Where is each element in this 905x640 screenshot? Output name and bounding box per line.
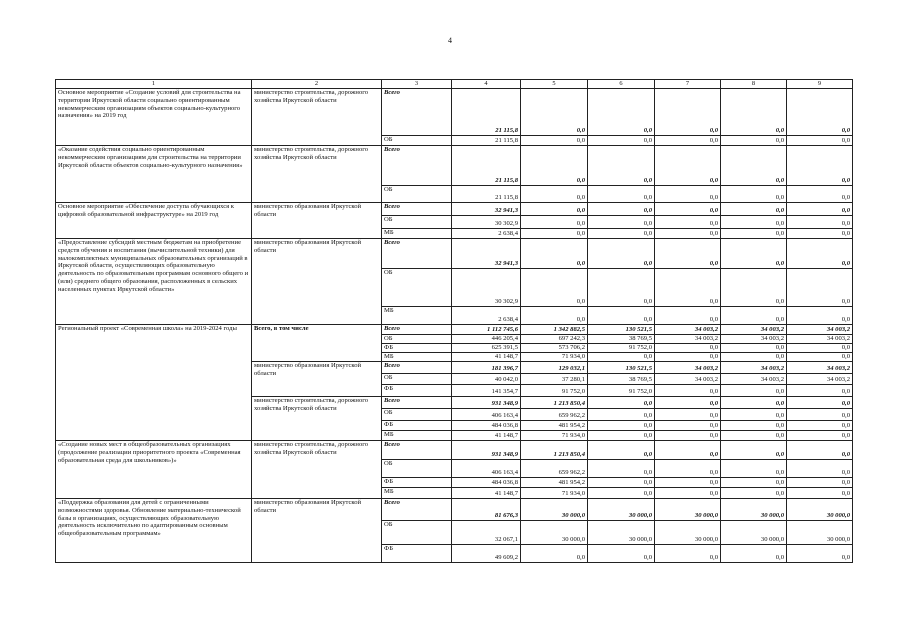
table-body (56, 88, 853, 562)
amount-cell: 0,0 (588, 228, 655, 238)
amount-cell: 446 205,4 (452, 334, 521, 343)
amount-cell: 0,0 (787, 202, 853, 215)
amount-cell: 0,0 (521, 306, 588, 324)
amount-cell: 1 213 850,4 (521, 440, 588, 459)
amount-cell: 659 962,2 (521, 459, 588, 477)
amount-cell: 0,0 (588, 544, 655, 562)
amount-cell: 0,0 (655, 185, 721, 202)
amount-cell: 0,0 (655, 202, 721, 215)
amount-cell: 0,0 (721, 215, 787, 228)
executor-cell: министерство строительства, дорожного хозяйства Иркутской области (252, 88, 382, 145)
amount-cell: 0,0 (721, 384, 787, 396)
amount-cell: 0,0 (588, 215, 655, 228)
amount-cell: 0,0 (787, 135, 853, 145)
amount-cell: 38 769,5 (588, 334, 655, 343)
funding-source-cell: ФБ (382, 343, 452, 352)
amount-cell: 34 003,2 (655, 373, 721, 384)
column-header: 4 (452, 80, 521, 89)
amount-cell: 697 242,3 (521, 334, 588, 343)
amount-cell: 129 032,1 (521, 361, 588, 373)
table-row (56, 498, 853, 520)
funding-source-cell: МБ (382, 306, 452, 324)
event-cell: «Поддержка образования для детей с ограниченными возможностями здоровья. Обновление материально-технической базы в организациях, осуществляющих образовательную деятельность исключительно по адаптированным основным общеобразовательным программам» (56, 498, 252, 562)
amount-cell: 0,0 (655, 487, 721, 498)
funding-source-cell: ОБ (382, 215, 452, 228)
amount-cell: 0,0 (721, 440, 787, 459)
amount-cell: 0,0 (787, 268, 853, 306)
amount-cell: 0,0 (655, 352, 721, 361)
event-cell: «Предоставление субсидий местным бюджетам на приобретение средств обучения и воспитания (вычислительной техники) для малокомплектных муниципальных образовательных организаций в Иркутской области, осуществляющих образовательную деятельность по образовательным программам основного общего и (или) среднего общего образования, расположенных в сельских населенных пунктах Иркутской области» (56, 238, 252, 324)
amount-cell: 0,0 (787, 487, 853, 498)
amount-cell: 0,0 (588, 430, 655, 440)
amount-cell: 0,0 (787, 88, 853, 135)
funding-source-cell: Всего (382, 202, 452, 215)
amount-cell: 0,0 (588, 88, 655, 135)
amount-cell: 34 003,2 (655, 324, 721, 334)
amount-cell: 0,0 (655, 238, 721, 268)
table-row (56, 238, 853, 268)
column-header: 5 (521, 80, 588, 89)
event-cell: Основное мероприятие «Создание условий для строительства на территории Иркутской области социально ориентированным некоммерческим организациям объектов социально-культурного назначения» на 2019 год (56, 88, 252, 145)
amount-cell: 1 342 882,5 (521, 324, 588, 334)
funding-source-cell: ОБ (382, 408, 452, 420)
funding-source-cell: Всего (382, 88, 452, 135)
funding-source-cell: ФБ (382, 544, 452, 562)
amount-cell: 34 003,2 (655, 361, 721, 373)
amount-cell: 130 521,5 (588, 361, 655, 373)
amount-cell: 0,0 (721, 396, 787, 408)
funding-source-cell: ФБ (382, 384, 452, 396)
amount-cell: 484 036,8 (452, 477, 521, 487)
amount-cell: 0,0 (787, 306, 853, 324)
column-header: 9 (787, 80, 853, 89)
column-number-row (56, 80, 853, 89)
event-cell: «Оказание содействия социально ориентированным некоммерческим организациям для строительства на территории Иркутской области объектов социально-культурного назначения» (56, 145, 252, 202)
amount-cell: 0,0 (787, 343, 853, 352)
amount-cell: 0,0 (787, 477, 853, 487)
amount-cell: 34 003,2 (787, 324, 853, 334)
amount-cell: 0,0 (655, 440, 721, 459)
amount-cell: 0,0 (521, 88, 588, 135)
amount-cell: 0,0 (721, 268, 787, 306)
amount-cell: 0,0 (588, 440, 655, 459)
amount-cell: 0,0 (787, 459, 853, 477)
executor-cell: Всего, в том числе (252, 324, 382, 361)
amount-cell: 659 962,2 (521, 408, 588, 420)
amount-cell: 0,0 (721, 408, 787, 420)
amount-cell: 406 163,4 (452, 459, 521, 477)
amount-cell: 625 391,5 (452, 343, 521, 352)
amount-cell: 0,0 (588, 396, 655, 408)
amount-cell: 41 148,7 (452, 430, 521, 440)
amount-cell: 130 521,5 (588, 324, 655, 334)
amount-cell: 0,0 (588, 202, 655, 215)
amount-cell: 0,0 (721, 477, 787, 487)
amount-cell: 91 752,0 (588, 384, 655, 396)
amount-cell: 30 000,0 (655, 520, 721, 544)
amount-cell: 0,0 (655, 228, 721, 238)
amount-cell: 0,0 (521, 185, 588, 202)
executor-cell: министерство образования Иркутской области (252, 238, 382, 324)
amount-cell: 0,0 (655, 268, 721, 306)
amount-cell: 0,0 (655, 408, 721, 420)
amount-cell: 37 280,1 (521, 373, 588, 384)
amount-cell: 30 000,0 (655, 498, 721, 520)
amount-cell: 0,0 (655, 343, 721, 352)
funding-source-cell: ОБ (382, 334, 452, 343)
funding-source-cell: МБ (382, 487, 452, 498)
amount-cell: 0,0 (787, 185, 853, 202)
table-row (56, 440, 853, 459)
funding-source-cell: Всего (382, 324, 452, 334)
amount-cell: 1 112 745,6 (452, 324, 521, 334)
funding-source-cell: ОБ (382, 268, 452, 306)
amount-cell: 0,0 (787, 396, 853, 408)
amount-cell: 0,0 (655, 544, 721, 562)
amount-cell: 0,0 (655, 135, 721, 145)
column-header: 6 (588, 80, 655, 89)
amount-cell: 0,0 (588, 135, 655, 145)
funding-source-cell: Всего (382, 396, 452, 408)
amount-cell: 0,0 (787, 238, 853, 268)
amount-cell: 30 302,9 (452, 215, 521, 228)
amount-cell: 34 003,2 (721, 361, 787, 373)
funding-source-cell: ОБ (382, 135, 452, 145)
column-header: 1 (56, 80, 252, 89)
executor-cell: министерство строительства, дорожного хозяйства Иркутской области (252, 145, 382, 202)
amount-cell: 141 354,7 (452, 384, 521, 396)
column-header: 7 (655, 80, 721, 89)
amount-cell: 0,0 (787, 544, 853, 562)
table-row (56, 145, 853, 185)
amount-cell: 0,0 (655, 477, 721, 487)
amount-cell: 0,0 (787, 440, 853, 459)
amount-cell: 1 213 850,4 (521, 396, 588, 408)
amount-cell: 0,0 (721, 352, 787, 361)
amount-cell: 0,0 (787, 352, 853, 361)
amount-cell: 0,0 (588, 185, 655, 202)
amount-cell: 0,0 (721, 487, 787, 498)
amount-cell: 0,0 (721, 88, 787, 135)
amount-cell: 0,0 (588, 306, 655, 324)
page-number: 4 (448, 36, 452, 45)
amount-cell: 0,0 (787, 145, 853, 185)
funding-source-cell: ОБ (382, 520, 452, 544)
amount-cell: 0,0 (721, 202, 787, 215)
amount-cell: 0,0 (521, 238, 588, 268)
amount-cell: 81 676,3 (452, 498, 521, 520)
executor-cell: министерство строительства, дорожного хозяйства Иркутской области (252, 396, 382, 440)
amount-cell: 34 003,2 (787, 334, 853, 343)
table-row (56, 88, 853, 135)
amount-cell: 0,0 (721, 544, 787, 562)
amount-cell: 0,0 (588, 352, 655, 361)
amount-cell: 91 752,0 (521, 384, 588, 396)
funding-source-cell: МБ (382, 352, 452, 361)
amount-cell: 0,0 (787, 215, 853, 228)
amount-cell: 30 000,0 (521, 498, 588, 520)
amount-cell: 0,0 (721, 306, 787, 324)
amount-cell: 0,0 (655, 420, 721, 430)
amount-cell: 30 000,0 (787, 520, 853, 544)
amount-cell: 34 003,2 (721, 334, 787, 343)
amount-cell: 0,0 (588, 145, 655, 185)
funding-source-cell: ФБ (382, 477, 452, 487)
amount-cell: 0,0 (721, 135, 787, 145)
amount-cell: 34 003,2 (655, 334, 721, 343)
amount-cell: 71 934,0 (521, 352, 588, 361)
amount-cell: 0,0 (721, 185, 787, 202)
amount-cell: 0,0 (721, 238, 787, 268)
amount-cell: 0,0 (521, 215, 588, 228)
amount-cell: 0,0 (588, 420, 655, 430)
amount-cell: 34 003,2 (721, 324, 787, 334)
funding-source-cell: Всего (382, 440, 452, 459)
amount-cell: 0,0 (787, 384, 853, 396)
amount-cell: 484 036,8 (452, 420, 521, 430)
amount-cell: 0,0 (655, 88, 721, 135)
amount-cell: 30 000,0 (721, 498, 787, 520)
amount-cell: 30 000,0 (588, 498, 655, 520)
funding-source-cell: ОБ (382, 459, 452, 477)
amount-cell: 481 954,2 (521, 477, 588, 487)
amount-cell: 931 348,9 (452, 396, 521, 408)
funding-source-cell: ОБ (382, 373, 452, 384)
amount-cell: 0,0 (521, 544, 588, 562)
amount-cell: 0,0 (521, 268, 588, 306)
amount-cell: 2 638,4 (452, 306, 521, 324)
amount-cell: 41 148,7 (452, 352, 521, 361)
amount-cell: 34 003,2 (787, 373, 853, 384)
amount-cell: 0,0 (588, 238, 655, 268)
funding-source-cell: Всего (382, 238, 452, 268)
event-cell: «Создание новых мест в общеобразовательных организациях (продолжение реализации приоритетного проекта «Современная образовательная среда для школьников»)» (56, 440, 252, 498)
amount-cell: 0,0 (721, 459, 787, 477)
amount-cell: 0,0 (588, 268, 655, 306)
funding-source-cell: ОБ (382, 185, 452, 202)
amount-cell: 30 302,9 (452, 268, 521, 306)
amount-cell: 0,0 (655, 306, 721, 324)
amount-cell: 30 000,0 (721, 520, 787, 544)
funding-source-cell: Всего (382, 361, 452, 373)
amount-cell: 32 067,1 (452, 520, 521, 544)
amount-cell: 91 752,0 (588, 343, 655, 352)
amount-cell: 0,0 (721, 145, 787, 185)
amount-cell: 931 348,9 (452, 440, 521, 459)
amount-cell: 34 003,2 (721, 373, 787, 384)
executor-cell: министерство образования Иркутской области (252, 361, 382, 396)
amount-cell: 0,0 (521, 135, 588, 145)
funding-source-cell: Всего (382, 145, 452, 185)
amount-cell: 0,0 (721, 420, 787, 430)
amount-cell: 0,0 (521, 145, 588, 185)
amount-cell: 481 954,2 (521, 420, 588, 430)
amount-cell: 0,0 (655, 459, 721, 477)
amount-cell: 181 396,7 (452, 361, 521, 373)
amount-cell: 0,0 (787, 430, 853, 440)
table-row (56, 324, 853, 334)
amount-cell: 49 609,2 (452, 544, 521, 562)
executor-cell: министерство образования Иркутской области (252, 202, 382, 238)
amount-cell: 0,0 (721, 430, 787, 440)
amount-cell: 0,0 (655, 215, 721, 228)
amount-cell: 2 638,4 (452, 228, 521, 238)
amount-cell: 30 000,0 (588, 520, 655, 544)
funding-source-cell: МБ (382, 430, 452, 440)
executor-cell: министерство строительства, дорожного хозяйства Иркутской области (252, 440, 382, 498)
amount-cell: 0,0 (521, 202, 588, 215)
amount-cell: 0,0 (655, 430, 721, 440)
amount-cell: 0,0 (588, 487, 655, 498)
amount-cell: 0,0 (655, 396, 721, 408)
amount-cell: 0,0 (588, 459, 655, 477)
amount-cell: 0,0 (787, 420, 853, 430)
budget-table (55, 79, 853, 563)
amount-cell: 30 000,0 (787, 498, 853, 520)
funding-source-cell: Всего (382, 498, 452, 520)
amount-cell: 30 000,0 (521, 520, 588, 544)
amount-cell: 32 941,3 (452, 238, 521, 268)
amount-cell: 0,0 (588, 477, 655, 487)
amount-cell: 0,0 (721, 343, 787, 352)
table-row (56, 202, 853, 215)
amount-cell: 0,0 (655, 145, 721, 185)
amount-cell: 41 148,7 (452, 487, 521, 498)
amount-cell: 38 769,5 (588, 373, 655, 384)
column-header: 3 (382, 80, 452, 89)
amount-cell: 71 934,0 (521, 430, 588, 440)
executor-cell: министерство образования Иркутской области (252, 498, 382, 562)
amount-cell: 34 003,2 (787, 361, 853, 373)
column-header: 2 (252, 80, 382, 89)
amount-cell: 0,0 (655, 384, 721, 396)
amount-cell: 573 706,2 (521, 343, 588, 352)
amount-cell: 0,0 (588, 408, 655, 420)
amount-cell: 32 941,3 (452, 202, 521, 215)
amount-cell: 21 115,8 (452, 185, 521, 202)
amount-cell: 21 115,8 (452, 145, 521, 185)
funding-source-cell: МБ (382, 228, 452, 238)
event-cell: Региональный проект «Современная школа» на 2019-2024 годы (56, 324, 252, 440)
amount-cell: 71 934,0 (521, 487, 588, 498)
amount-cell: 0,0 (521, 228, 588, 238)
funding-source-cell: ФБ (382, 420, 452, 430)
amount-cell: 0,0 (787, 408, 853, 420)
column-header: 8 (721, 80, 787, 89)
amount-cell: 406 163,4 (452, 408, 521, 420)
amount-cell: 40 042,0 (452, 373, 521, 384)
amount-cell: 0,0 (721, 228, 787, 238)
amount-cell: 21 115,8 (452, 135, 521, 145)
amount-cell: 21 115,8 (452, 88, 521, 135)
event-cell: Основное мероприятие «Обеспечение доступа обучающихся к цифровой образовательной инфраструктуре» на 2019 год (56, 202, 252, 238)
amount-cell: 0,0 (787, 228, 853, 238)
